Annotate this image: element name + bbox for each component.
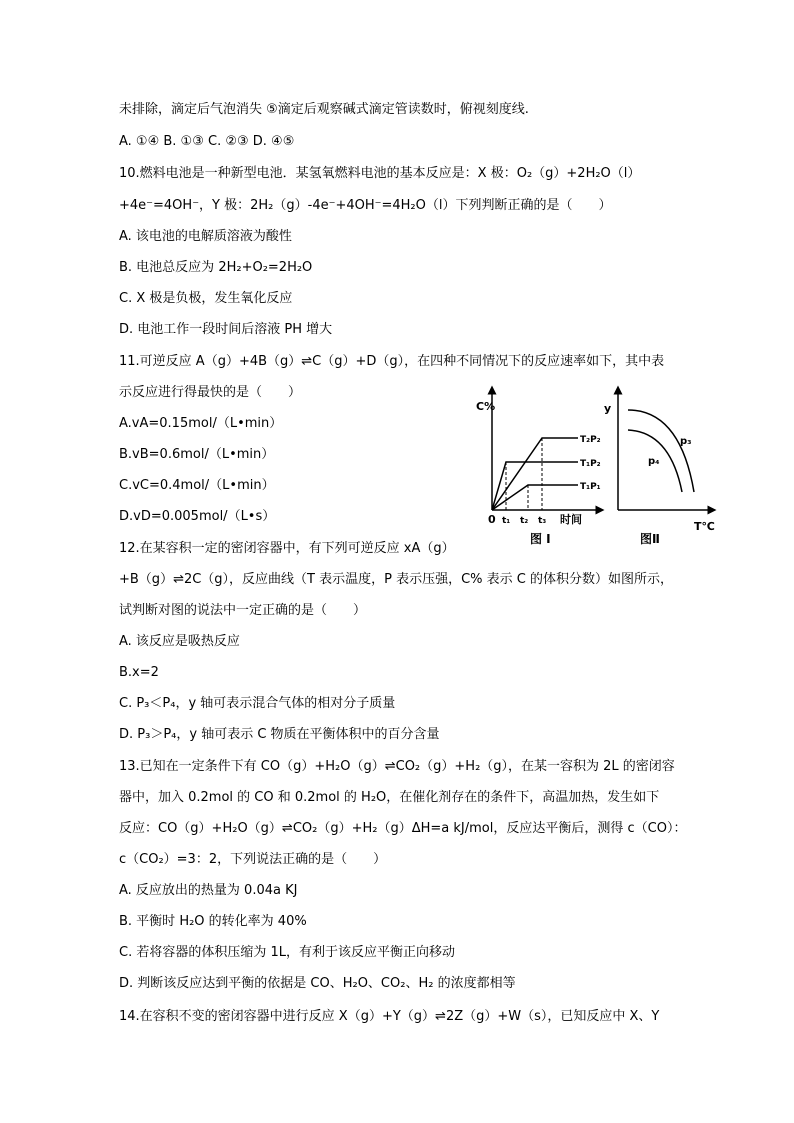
q10-option-c: C. X 极是负极，发生氧化反应	[119, 291, 293, 306]
q13-option-d: D. 判断该反应达到平衡的依据是 CO、H₂O、CO₂、H₂ 的浓度都相等	[119, 976, 516, 991]
fig1-origin: 0	[488, 513, 496, 526]
text-line-1: 未排除，滴定后气泡消失 ⑤滴定后观察碱式滴定管读数时，俯视刻度线.	[119, 102, 529, 117]
q12-stem-line-2: +B（g）⇌2C（g），反应曲线（T 表示温度，P 表示压强，C% 表示 C 的体积分数）如图所示，	[119, 572, 674, 587]
q11-option-c: C.vC=0.4mol/（L•min）	[119, 478, 275, 493]
q14-stem-line-1: 14.在容积不变的密闭容器中进行反应 X（g）+Y（g）⇌2Z（g）+W（s），已知反应中 X、Y	[119, 1009, 660, 1024]
q10-stem-line-1: 10.燃料电池是一种新型电池．某氢氧燃料电池的基本反应是：X 极：O₂（g）+2H₂O（l）	[119, 166, 641, 181]
fig1-curve-t2p2	[492, 438, 578, 510]
q10-stem-line-2: +4e⁻=4OH⁻，Y 极：2H₂（g）-4e⁻+4OH⁻=4H₂O（l）下列判断正确的是（ ）	[119, 198, 612, 213]
figure-1	[470, 380, 615, 550]
fig1-curve-t1p2	[492, 462, 578, 510]
q13-stem-line-4: c（CO₂）=3：2，下列说法正确的是（ ）	[119, 852, 387, 867]
q12-option-d: D. P₃＞P₄，y 轴可表示 C 物质在平衡体积中的百分含量	[119, 727, 440, 742]
fig1-label-t2p2: T₂P₂	[580, 435, 601, 445]
fig1-caption: 图 I	[530, 532, 551, 546]
fig1-tick-t3: t₃	[538, 516, 547, 526]
q10-option-a: A. 该电池的电解质溶液为酸性	[119, 229, 292, 244]
fig1-tick-t1: t₁	[502, 516, 511, 526]
fig1-curve-t1p1	[492, 485, 578, 510]
fig1-label-t1p2: T₁P₂	[580, 459, 601, 469]
fig1-x-label: 时间	[560, 513, 582, 526]
q13-option-a: A. 反应放出的热量为 0.04a KJ	[119, 883, 298, 898]
q11-option-a: A.vA=0.15mol/（L•min）	[119, 416, 283, 431]
q13-stem-line-2: 器中，加入 0.2mol 的 CO 和 0.2mol 的 H₂O，在催化剂存在的条件下，高温加热，发生如下	[119, 790, 660, 805]
fig2-x-label: T℃	[694, 520, 715, 533]
fig1-label-t1p1: T₁P₁	[580, 482, 601, 492]
q13-stem-line-3: 反应：CO（g）+H₂O（g）⇌CO₂（g）+H₂（g）ΔH=a kJ/mol，反应达平衡后，测得 c（CO）：	[119, 821, 687, 836]
q11-option-d: D.vD=0.005mol/（L•s）	[119, 509, 276, 524]
q10-option-d: D. 电池工作一段时间后溶液 PH 增大	[119, 322, 333, 337]
q11-stem-line-1: 11.可逆反应 A（g）+4B（g）⇌C（g）+D（g），在四种不同情况下的反应速率如下，其中表	[119, 354, 665, 369]
q13-option-c: C. 若将容器的体积压缩为 1L，有利于该反应平衡正向移动	[119, 945, 455, 960]
text-line-2: A. ①④ B. ①③ C. ②③ D. ④⑤	[119, 134, 295, 149]
q11-stem-line-2: 示反应进行得最快的是（ ）	[119, 385, 302, 400]
q12-stem-line-1: 12.在某容积一定的密闭容器中，有下列可逆反应 xA（g）	[119, 541, 455, 556]
fig2-y-label: y	[604, 402, 612, 415]
q12-option-a: A. 该反应是吸热反应	[119, 634, 240, 649]
q12-option-c: C. P₃＜P₄，y 轴可表示混合气体的相对分子质量	[119, 696, 396, 711]
q10-option-b: B. 电池总反应为 2H₂+O₂=2H₂O	[119, 260, 313, 275]
q12-stem-line-3: 试判断对图的说法中一定正确的是（ ）	[119, 603, 367, 618]
fig2-curve-p3	[628, 410, 694, 492]
fig1-y-label: C%	[476, 400, 496, 413]
q12-option-b: B.x=2	[119, 665, 159, 680]
q13-stem-line-1: 13.已知在一定条件下有 CO（g）+H₂O（g）⇌CO₂（g）+H₂（g），在某一容积为 2L 的密闭容	[119, 759, 675, 774]
q13-option-b: B. 平衡时 H₂O 的转化率为 40%	[119, 914, 307, 929]
fig2-label-p3: p₃	[680, 436, 692, 447]
q11-option-b: B.vB=0.6mol/（L•min）	[119, 447, 275, 462]
fig2-caption: 图Ⅱ	[640, 532, 660, 546]
fig1-tick-t2: t₂	[520, 516, 529, 526]
figure-2	[600, 380, 720, 550]
fig2-label-p4: p₄	[648, 456, 660, 467]
